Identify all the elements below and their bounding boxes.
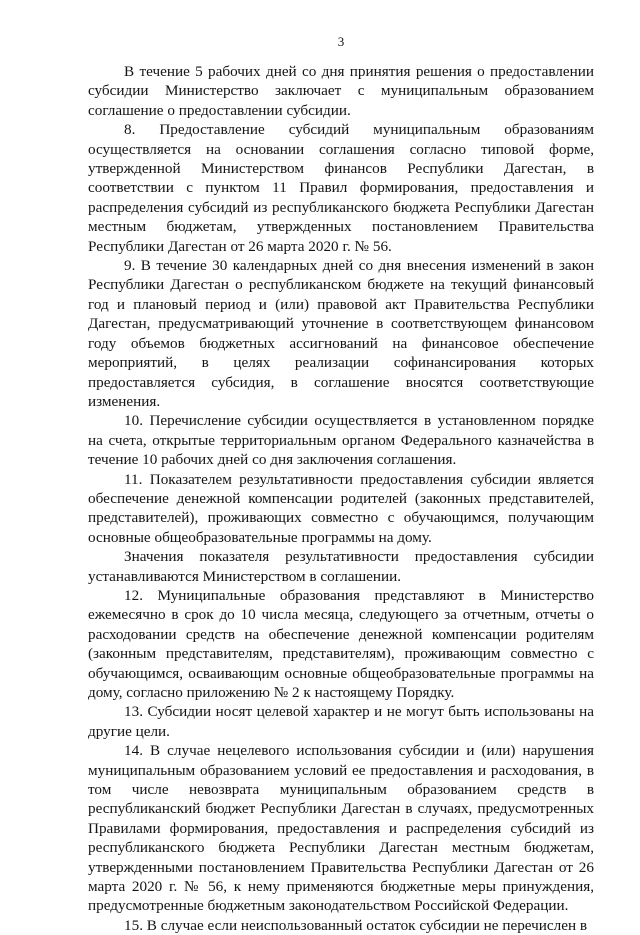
paragraph-9: 9. В течение 30 календарных дней со дня внесения изменений в закон Республики Дагестан о республиканском бюджете на текущий финансовый год и плановый период и (или) правовой акт Правительства Республики Дагестан, предусматривающий уточнение в соответствующем финансовом году объемов бюджетных ассигнований на финансовое обеспечение мероприятий, в целях реализации софинансирования которых предоставляется субсидия, в соглашение вносятся соответствующие изменения. — [88, 257, 594, 410]
paragraph-agreement-deadline: В течение 5 рабочих дней со дня принятия решения о предоставлении субсидии Министерство заключает с муниципальным образованием соглашение о предоставлении субсидии. — [88, 63, 594, 119]
paragraph-10: 10. Перечисление субсидии осуществляется в установленном порядке на счета, открытые территориальным органом Федерального казначейства в течение 10 рабочих дней со дня заключения соглашения. — [88, 412, 594, 469]
paragraph-12: 12. Муниципальные образования представляют в Министерство ежемесячно в срок до 10 числа месяца, следующего за отчетным, отчеты о расходовании средств на обеспечение денежной компенсации родителям (законным представителям, представителям), проживающим совместно с обучающимся, осваивающим основные общеобразовательные программы на дому, согласно приложению № 2 к настоящему Порядку. — [88, 586, 594, 701]
page-number: 3 — [337, 34, 345, 49]
paragraph-11: 11. Показателем результативности предоставления субсидии является обеспечение денежной компенсации родителей (законных представителей, представителей), проживающих совместно с обучающимся, получающим основные общеобразовательные программы на дому. — [88, 470, 594, 546]
paragraph-indicator-values: Значения показателя результативности предоставления субсидии устанавливаются Министерством в соглашении. — [88, 548, 594, 585]
paragraph-15: 15. В случае если неиспользованный остаток субсидии не перечислен в — [124, 916, 588, 934]
paragraph-14: 14. В случае нецелевого использования субсидии и (или) нарушения муниципальным образованием условий ее предоставления и расходования, в том числе невозврата муниципальным образованием средств в республиканский бюджет Республики Дагестан в случаях, предусмотренных Правилами формирования, предоставления и распределения субсидий из республиканского бюджета Республики Дагестан местным бюджетам, утвержденными постановлением Правительства Республики Дагестан от 26 марта 2020 г. № 56, к нему применяются бюджетные меры принуждения, предусмотренные бюджетным законодательством Российской Федерации. — [88, 742, 594, 915]
paragraph-8: 8. Предоставление субсидий муниципальным образованиям осуществляется на основании соглашения согласно типовой форме, утвержденной Министерством финансов Республики Дагестан, в соответствии с пунктом 11 Правил формирования, предоставления и распределения субсидий из республиканского бюджета Республики Дагестан местным бюджетам, утвержденных постановлением Правительства Республики Дагестан от 26 марта 2020 г. № 56. — [88, 121, 594, 255]
paragraph-13: 13. Субсидии носят целевой характер и не могут быть использованы на другие цели. — [88, 703, 594, 740]
